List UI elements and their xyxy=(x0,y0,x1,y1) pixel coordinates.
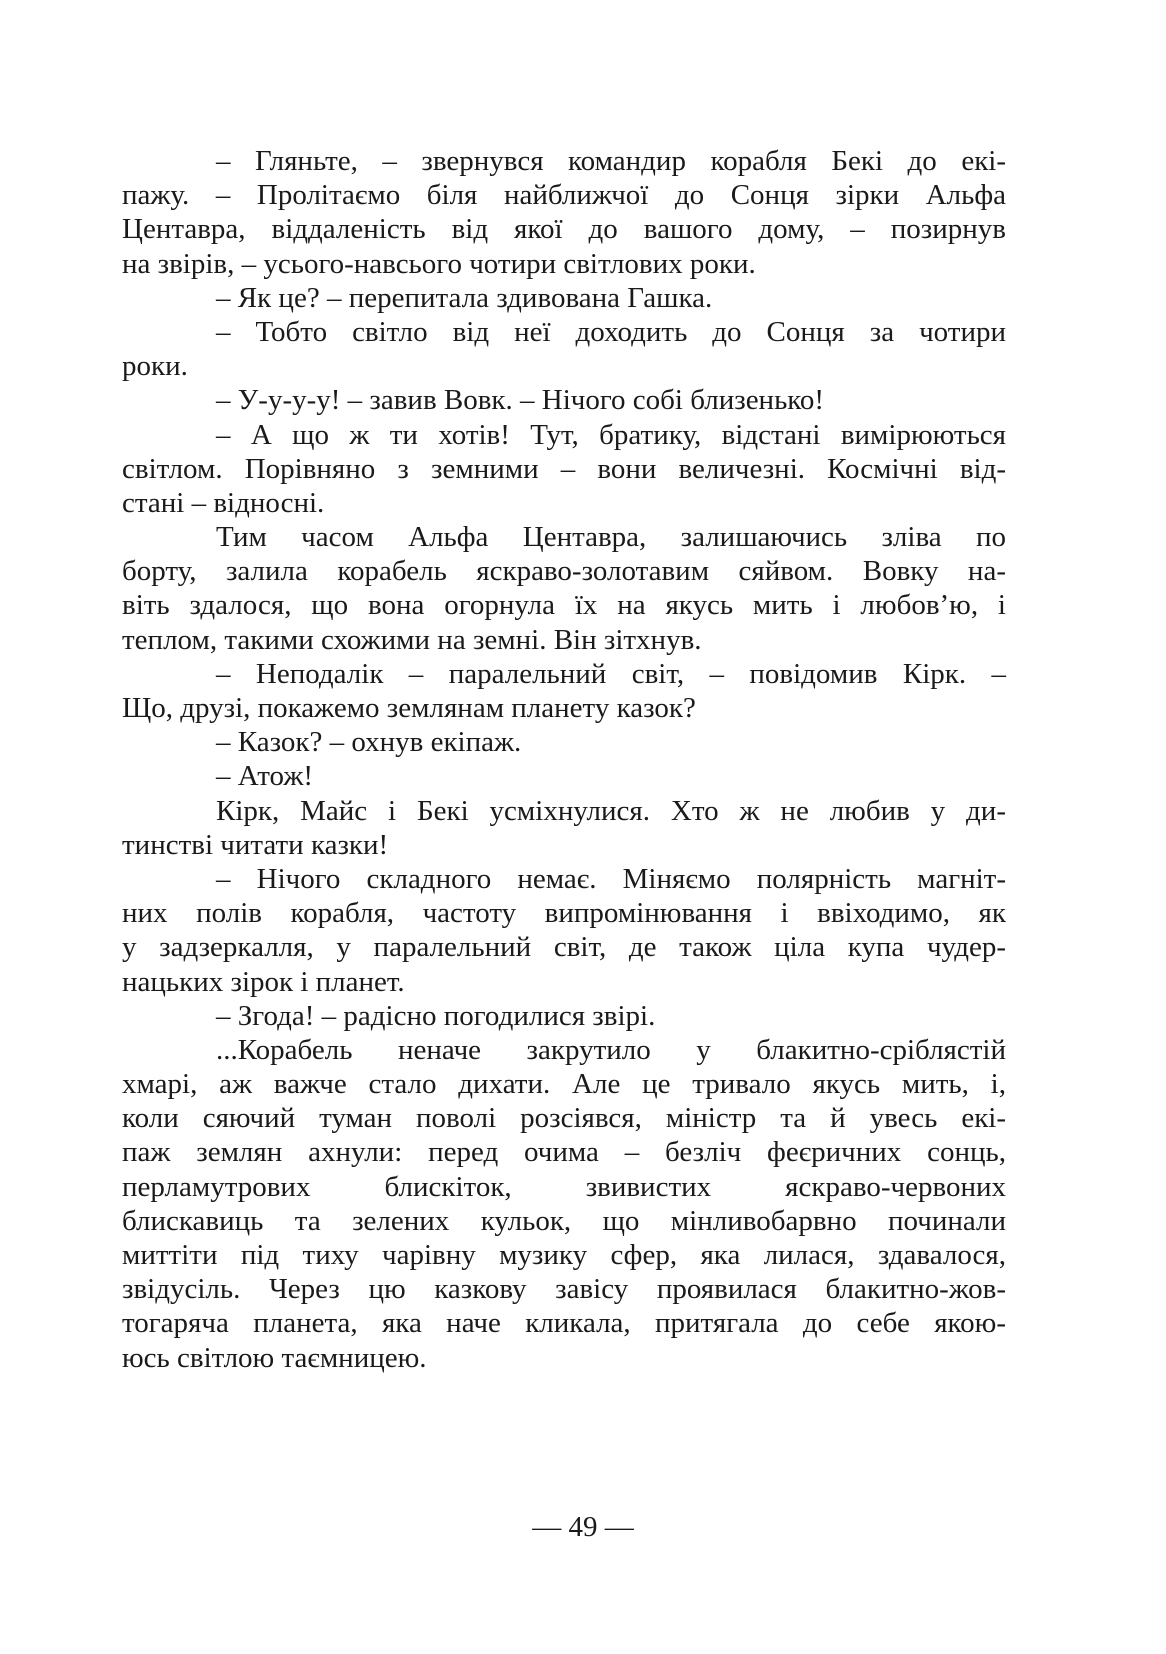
text-line: них полів корабля, частоту випромінювання і ввіходимо, як xyxy=(122,897,1006,930)
text-line: борту, залила корабель яскраво-золотавим сяйвом. Вовку на- xyxy=(122,555,1006,588)
text-line: ...Корабель неначе закрутило у блакитно-сріблястій xyxy=(216,1033,1006,1066)
text-line: Що, друзі, покажемо землянам планету казок? xyxy=(122,692,696,724)
text-line: юсь світлою таємницею. xyxy=(122,1341,427,1374)
text-line: хмарі, аж важче стало дихати. Але це тривало якусь мить, і, xyxy=(122,1068,1006,1101)
text-line: світлом. Порівняно з земними – вони величезні. Космічні від- xyxy=(122,452,1006,485)
body-text xyxy=(122,144,1006,1375)
text-line: паж землян ахнули: перед очима – безліч феєричних сонць, xyxy=(122,1136,1006,1169)
text-line: нацьких зірок і планет. xyxy=(122,965,405,998)
text-line: тогаряча планета, яка наче кликала, притягала до себе якою- xyxy=(122,1307,1006,1340)
text-line: – Казок? – охнув екіпаж. xyxy=(216,726,522,759)
text-line: – Атож! xyxy=(216,760,314,793)
text-line: віть здалося, що вона огорнула їх на якусь мить і любов’ю, і xyxy=(122,589,1006,622)
text-line: у задзеркалля, у паралельний світ, де також ціла купа чудер- xyxy=(122,931,1006,964)
text-line: Кірк, Майс і Бекі усміхнулися. Хто ж не любив у ди- xyxy=(216,794,1006,827)
text-line: – Тобто світло від неї доходить до Сонця за чотири xyxy=(216,315,1006,348)
text-line: Тим часом Альфа Центавра, залишаючись зліва по xyxy=(216,521,1006,554)
text-line: на звірів, – усього-навсього чотири світлових роки. xyxy=(122,247,756,280)
text-line: звідусіль. Через цю казкову завісу проявилася блакитно-жов- xyxy=(122,1273,1006,1306)
text-line: пажу. – Пролітаємо біля найближчої до Сонця зірки Альфа xyxy=(122,179,1006,212)
text-line: блискавиць та зелених кульок, що мінливобарвно починали xyxy=(122,1204,1006,1237)
text-line: роки. xyxy=(122,350,188,383)
text-line: – Як це? – перепитала здивована Гашка. xyxy=(216,281,713,314)
text-line: – Неподалік – паралельний світ, – повідомив Кірк. – xyxy=(216,657,1006,690)
text-line: – Згода! – радісно погодилися звірі. xyxy=(216,999,656,1032)
text-line: теплом, такими схожими на земні. Він зітхнув. xyxy=(122,623,702,656)
text-line: миттіти під тиху чарівну музику сфер, яка лилася, здавалося, xyxy=(122,1239,1006,1271)
text-line: коли сяючий туман поволі розсіявся, міністр та й увесь екі- xyxy=(122,1102,1006,1135)
text-line: – Гляньте, – звернувся командир корабля Бекі до екі- xyxy=(216,145,1006,177)
text-line: – У-у-у-у! – завив Вовк. – Нічого собі близенько! xyxy=(216,384,825,417)
text-line: стані – відносні. xyxy=(122,486,325,519)
text-line: тинстві читати казки! xyxy=(122,828,389,861)
text-line: – Нічого складного немає. Міняємо полярність магніт- xyxy=(216,862,1006,895)
text-line: Центавра, віддаленість від якої до вашого дому, – позирнув xyxy=(122,213,1006,246)
text-line: перламутрових блискіток, звивистих яскраво-червоних xyxy=(122,1170,1006,1203)
page-number: — 49 — xyxy=(532,1511,634,1543)
text-line: – А що ж ти хотів! Тут, братику, відстані вимірюються xyxy=(216,418,1006,451)
